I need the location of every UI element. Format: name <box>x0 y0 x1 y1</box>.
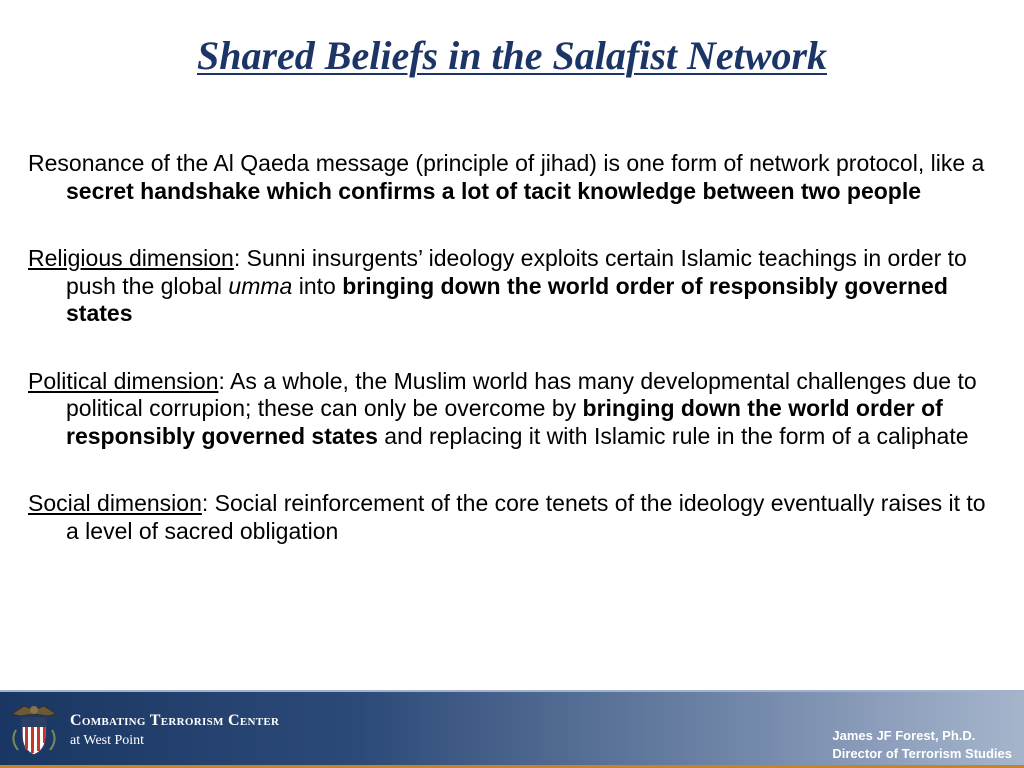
paragraph-text: and replacing it with Islamic rule in the form of a caliphate <box>377 422 969 449</box>
dimension-label: Religious dimension <box>28 245 234 271</box>
paragraph-italic-text: umma <box>228 272 293 299</box>
west-point-seal-icon <box>8 700 60 758</box>
label-separator: : <box>218 367 230 394</box>
paragraph-text: As a whole, the Muslim world has many developmental challenges due to political corrupion; these can only be overcome by <box>66 367 977 421</box>
paragraph-text: into <box>292 272 343 299</box>
org-subtitle: at West Point <box>70 733 145 748</box>
paragraph-religious-dimension <box>28 245 988 328</box>
slide-title <box>0 32 1024 79</box>
paragraph-text: Sunni insurgents’ ideology exploits certain Islamic teachings in order to push the global <box>66 245 967 299</box>
label-separator: : <box>233 245 247 271</box>
paragraph-bold-text: secret handshake which confirms a lot of tacit knowledge between two people <box>66 177 922 204</box>
slide-title-text: Shared Beliefs in the Salafist Network <box>196 33 828 78</box>
paragraph-social-dimension <box>28 490 988 545</box>
author-block <box>832 727 1012 763</box>
label-separator: : <box>201 490 215 516</box>
paragraph-text: Resonance of the Al Qaeda message (principle of jihad) is one form of network protocol, like a <box>28 150 985 176</box>
paragraph-bold-text: bringing down the world order of responsibly governed states <box>66 395 943 449</box>
paragraph-political-dimension <box>28 368 988 451</box>
author-title: Director of Terrorism Studies <box>832 746 1012 761</box>
author-name: James JF Forest, Ph.D. <box>832 728 976 743</box>
slide-body <box>28 150 988 585</box>
dimension-label: Social dimension <box>28 490 202 516</box>
org-name: Combating Terrorism Center <box>70 712 280 729</box>
paragraph-text: Social reinforcement of the core tenets of the ideology eventually raises it to a level of sacred obligation <box>66 490 986 544</box>
footer-divider <box>0 690 1024 692</box>
paragraph-network-protocol <box>28 150 988 205</box>
dimension-label: Political dimension <box>28 367 219 394</box>
paragraph-bold-text: bringing down the world order of responsibly governed states <box>66 272 948 326</box>
